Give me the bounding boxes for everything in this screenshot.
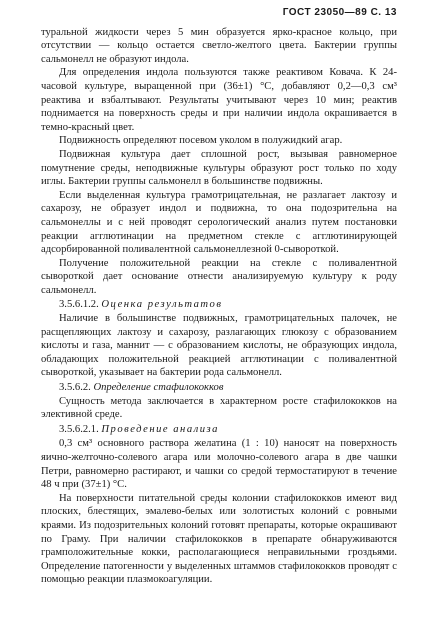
paragraph-positive-reaction: Получение положительной реакции на стекле с поливалентной сывороткой дает основание отнести анализируемую культуру к роду сальмонелл. <box>41 257 397 296</box>
paragraph-serological-analysis: Если выделенная культура грамотрицательная, не разлагает лактозу и сахарозу, не образует индол и подвижна, то она подозрительна на сальмонеллы и с ней проводят серологический анализ путем постановки реакции агглютинации на предметном стекле с агглютинирующей адсорбированной поливалентной сальмонеллезной 0-сывороткой. <box>41 189 397 256</box>
paragraph-continuation: туральной жидкости через 5 мин образуется ярко-красное кольцо, при отсутствии — кольцо остается светло-желтого цвета. Бактерии группы сальмонелл не образуют индола. <box>41 26 397 65</box>
paragraph-kovach-reagent: Для определения индола пользуются также реактивом Ковача. К 24-часовой культуре, выращенной при (36±1) °С, добавляют 0,2—0,3 см³ реактива и взбалтывают. Результаты учитывают через 10 мин; реактив поднимается на поверхность среды и при наличии индола окрашивается в темно-красный цвет. <box>41 67 397 133</box>
section-number: 3.5.6.2. <box>59 382 91 394</box>
page-header: ГОСТ 23050—89 С. 13 <box>282 7 397 18</box>
paragraph-motile-culture: Подвижная культура дает сплошной рост, вызывая равномерное помутнение среды, неподвижные культуры образуют рост только по ходу иглы. Бактерии группы сальмонелл в большинстве подвижны. <box>41 148 397 188</box>
paragraph-colonies: На поверхности питательной среды колонии стафилококков имеют вид плоских, блестящих, эмалево-белых или золотистых колоний с ровными краями. Из подозрительных колоний готовят препараты, которые окрашивают по Граму. При наличии стафилококков в препарате обнаруживаются грамположительные кокки, располагающиеся неправильными гроздьями. Определение патогенности у выделенных штаммов стафилококков проводят с помощью реакции плазмокоагуляции. <box>41 492 397 586</box>
section-title: Определение стафилококков <box>93 382 224 394</box>
paragraph-gelatin-solution: 0,3 см³ основного раствора желатина (1 : 10) наносят на поверхность яично-желточно-солевого агара или молочно-солевого агара в две чашки Петри, равномерно растирают, и чашки со средой термостатируют в течение 48 ч при (37±1) °С. <box>41 438 397 491</box>
section-number: 3.5.6.1.2. <box>59 299 99 311</box>
paragraph-method-essence: Сущность метода заключается в характерном росте стафилококков на элективной среде. <box>41 395 397 421</box>
section-heading-analysis <box>41 423 397 437</box>
section-number: 3.5.6.2.1. <box>59 423 99 435</box>
paragraph-motility: Подвижность определяют посевом уколом в полужидкий агар. <box>59 135 343 147</box>
section-title: Проведение анализа <box>101 423 219 435</box>
section-heading-results-evaluation <box>41 298 397 312</box>
section-heading-staphylococci <box>41 381 397 395</box>
section-title: Оценка результатов <box>101 299 223 311</box>
paragraph-results-evaluation: Наличие в большинстве подвижных, грамотрицательных палочек, не расщепляющих лактозу и сахарозу, разлагающих глюкозу с образованием кислоты и газа, маннит — с образованием кислоты, не образующих индола, обладающих положительной реакцией агглютинации с поливалентной сывороткой, указывает на бактерии рода сальмонелл. <box>41 313 397 379</box>
